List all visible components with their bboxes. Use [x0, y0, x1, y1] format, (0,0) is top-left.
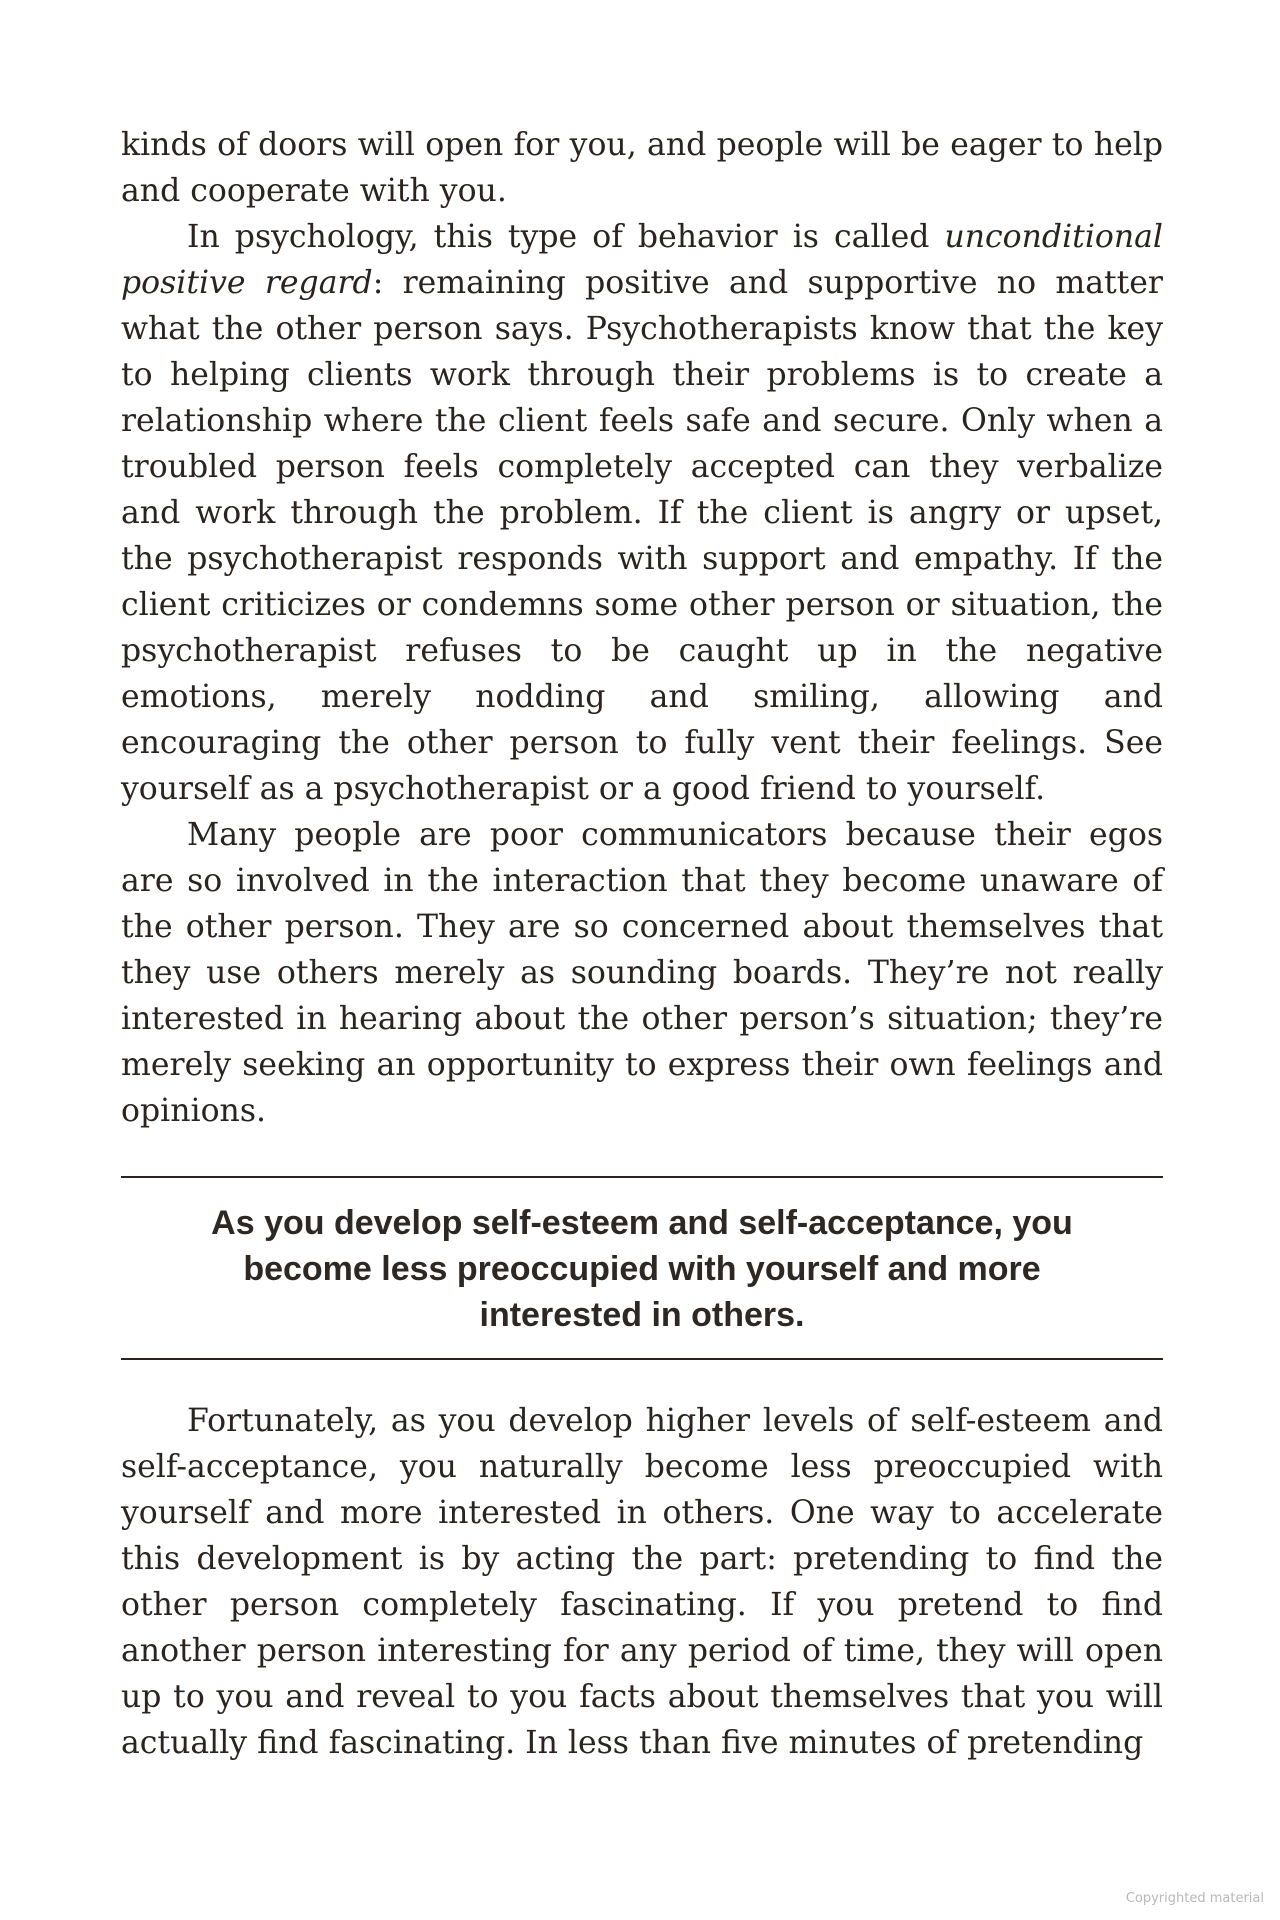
book-page	[121, 122, 1163, 1766]
copyright-notice: Copyrighted material	[1125, 1891, 1264, 1906]
paragraph-poor-communicators: Many people are poor communicators because their egos are so involved in the interaction that they become unaware of the other person. They are so concerned about themselves that they use others merely as sounding boards. They’re not really interested in hearing about the other person’s situation; they’re merely seeking an opportunity to express their own feelings and opinions.	[121, 817, 1163, 1129]
pull-quote: As you develop self-esteem and self-acceptance, you become less preoccupied with yourself and more interested in others.	[121, 1176, 1163, 1360]
paragraph-doors-open: kinds of doors will open for you, and people will be eager to help and cooperate with you.	[121, 127, 1163, 209]
paragraph-body-text: : remaining positive and supportive no matter what the other person says. Psychotherapists know that the key to helping clients work through their problems is to create a relationship where the client feels safe and secure. Only when a troubled person feels completely accepted can they verbalize and work through the problem. If the client is angry or upset, the psychotherapist responds with support and empathy. If the client criticizes or condemns some other person or situation, the psychotherapist refuses to be caught up in the negative emotions, merely nodding and smiling, allowing and encouraging the other person to fully vent their feelings. See yourself as a psychotherapist or a good friend to yourself.	[121, 265, 1163, 807]
paragraph-unconditional-positive-regard	[121, 214, 1163, 812]
italic-term: unconditional positive regard	[121, 219, 1163, 301]
paragraph-fortunately: Fortunately, as you develop higher levels of self-esteem and self-acceptance, you naturally become less preoccupied with yourself and more interested in others. One way to accelerate this development is by acting the part: pretending to find the other person completely fascinating. If you pretend to find another person interesting for any period of time, they will open up to you and reveal to you facts about themselves that you will actually find fascinating. In less than five minutes of pretending	[121, 1403, 1163, 1761]
paragraph-lead-text: In psychology, this type of behavior is called	[187, 219, 945, 255]
